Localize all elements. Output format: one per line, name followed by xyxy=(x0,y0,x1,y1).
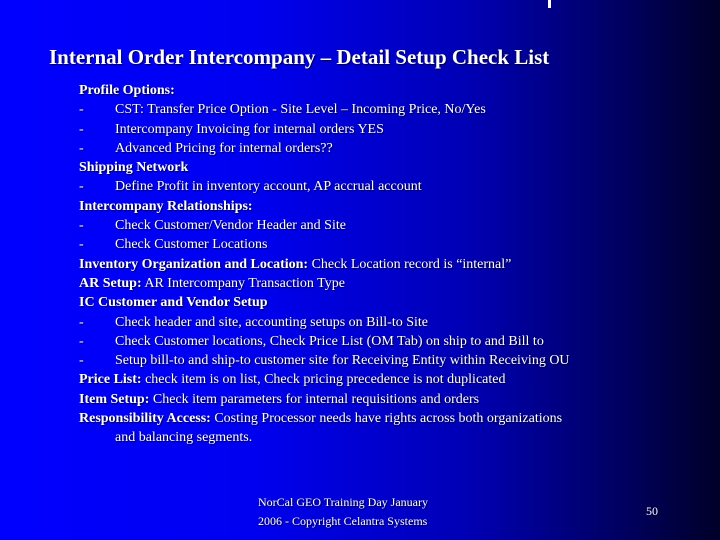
section-text: Check item parameters for internal requisitions and orders xyxy=(149,391,480,407)
list-item-text: Define Profit in inventory account, AP accrual account xyxy=(115,179,422,195)
list-item-text: Setup bill-to and ship-to customer site for Receiving Entity within Receiving OU xyxy=(115,353,570,369)
list-item xyxy=(79,313,679,332)
section-heading-text: Item Setup: xyxy=(79,391,150,407)
top-accent-mark xyxy=(548,0,551,8)
bullet-dash: - xyxy=(79,179,84,195)
section-heading-text: Price List: xyxy=(79,372,142,388)
section-inventory-organization xyxy=(79,255,679,274)
list-item xyxy=(79,332,679,351)
section-heading-ic-customer-vendor xyxy=(79,293,679,312)
section-responsibility-access xyxy=(79,409,679,428)
list-item-text: Check Customer locations, Check Price List (OM Tab) on ship to and Bill to xyxy=(115,333,544,349)
section-ar-setup xyxy=(79,274,679,293)
footer-line: NorCal GEO Training Day January xyxy=(258,495,428,509)
list-item xyxy=(79,139,679,158)
bullet-dash: - xyxy=(79,140,84,156)
section-heading-text: Profile Options: xyxy=(79,83,175,98)
section-heading-text: IC Customer and Vendor Setup xyxy=(79,295,268,311)
section-heading-shipping-network xyxy=(79,158,679,177)
list-item xyxy=(79,120,679,139)
section-text: Check Location record is “internal” xyxy=(308,256,512,272)
section-text: check item is on list, Check pricing precedence is not duplicated xyxy=(141,372,506,388)
section-text: AR Intercompany Transaction Type xyxy=(141,275,345,291)
section-text-continuation: and balancing segments. xyxy=(115,430,253,446)
list-item-text: Check Customer/Vendor Header and Site xyxy=(115,218,346,234)
list-item-text: Check header and site, accounting setups on Bill-to Site xyxy=(115,314,428,330)
bullet-dash: - xyxy=(79,218,84,234)
list-item-text: Intercompany Invoicing for internal orders YES xyxy=(115,121,384,137)
section-heading-text: AR Setup: xyxy=(79,275,142,291)
footer-line: 2006 - Copyright Celantra Systems xyxy=(258,514,428,528)
list-item xyxy=(79,100,679,119)
list-item xyxy=(79,351,679,370)
section-heading-text: Intercompany Relationships: xyxy=(79,198,253,214)
bullet-dash: - xyxy=(79,102,84,118)
section-heading-text: Shipping Network xyxy=(79,160,189,176)
list-item xyxy=(79,235,679,254)
slide-title: Internal Order Intercompany – Detail Setup Check List xyxy=(49,45,550,69)
list-item xyxy=(79,216,679,235)
bullet-dash: - xyxy=(79,333,84,349)
checklist-body xyxy=(79,81,679,448)
page-number: 50 xyxy=(646,504,658,518)
section-text: Costing Processor needs have rights across both organizations xyxy=(210,411,563,427)
slide-footer xyxy=(258,493,428,531)
section-price-list xyxy=(79,370,679,389)
bullet-dash: - xyxy=(79,353,84,369)
section-heading-text: Inventory Organization and Location: xyxy=(79,256,309,272)
section-heading-intercompany-relationships xyxy=(79,197,679,216)
bullet-dash: - xyxy=(79,314,84,330)
section-heading-profile-options xyxy=(79,81,679,100)
bullet-dash: - xyxy=(79,121,84,137)
list-item xyxy=(79,177,679,196)
list-item-text: Check Customer Locations xyxy=(115,237,268,253)
bullet-dash: - xyxy=(79,237,84,253)
section-heading-text: Responsibility Access: xyxy=(79,411,211,427)
section-item-setup xyxy=(79,390,679,409)
list-item-text: CST: Transfer Price Option - Site Level – Incoming Price, No/Yes xyxy=(115,102,486,118)
list-item-text: Advanced Pricing for internal orders?? xyxy=(115,140,333,156)
